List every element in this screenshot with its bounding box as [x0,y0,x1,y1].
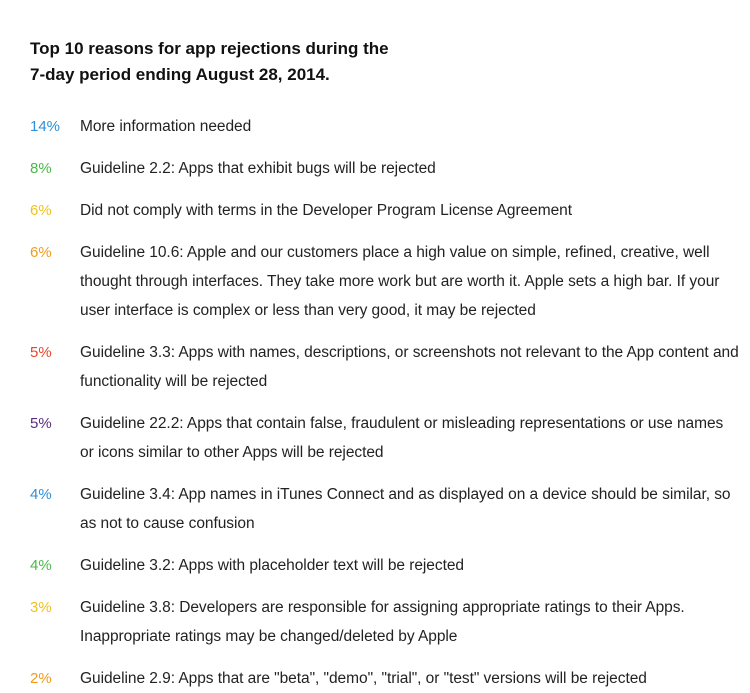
reason-percent: 6% [30,202,52,219]
reason-text: Guideline 3.8: Developers are responsible for assigning appropriate ratings to their Apps. Inappropriate ratings may be changed/deleted by Apple [80,599,685,645]
reason-text: More information needed [80,118,252,135]
reason-percent: 5% [30,415,52,432]
list-item [30,196,750,225]
reason-text: Guideline 3.3: Apps with names, descriptions, or screenshots not relevant to the App content and functionality will be rejected [80,344,739,390]
reason-text: Guideline 3.4: App names in iTunes Connect and as displayed on a device should be similar, so as not to cause confusion [80,486,731,532]
reason-percent: 4% [30,486,52,503]
reason-text: Guideline 22.2: Apps that contain false, fraudulent or misleading representations or use names or icons similar to other Apps will be rejected [80,415,724,461]
list-item [30,338,750,396]
list-item [30,238,750,325]
reason-text: Guideline 2.9: Apps that are "beta", "demo", "trial", or "test" versions will be rejected [80,670,647,687]
reason-percent: 2% [30,670,52,687]
reason-percent: 4% [30,557,52,574]
reason-percent: 3% [30,599,52,616]
reason-text: Guideline 3.2: Apps with placeholder text will be rejected [80,557,464,574]
reason-text: Guideline 2.2: Apps that exhibit bugs will be rejected [80,160,436,177]
title-line-2: 7-day period ending August 28, 2014. [30,65,330,84]
list-item [30,154,750,183]
list-item [30,480,750,538]
reason-percent: 5% [30,344,52,361]
reason-text: Did not comply with terms in the Developer Program License Agreement [80,202,572,219]
list-item [30,593,750,651]
page-title [30,36,750,88]
reason-percent: 14% [30,118,61,135]
reason-percent: 8% [30,160,52,177]
reason-percent: 6% [30,244,52,261]
list-item [30,409,750,467]
list-item [30,551,750,580]
reasons-list [30,112,750,693]
list-item [30,112,750,141]
reason-text: Guideline 10.6: Apple and our customers place a high value on simple, refined, creative, well thought through interfaces. They take more work but are worth it. Apple sets a high bar. If your user interface is complex or less than very good, it may be rejected [80,244,720,319]
title-line-1: Top 10 reasons for app rejections during the [30,39,389,58]
list-item [30,664,750,693]
